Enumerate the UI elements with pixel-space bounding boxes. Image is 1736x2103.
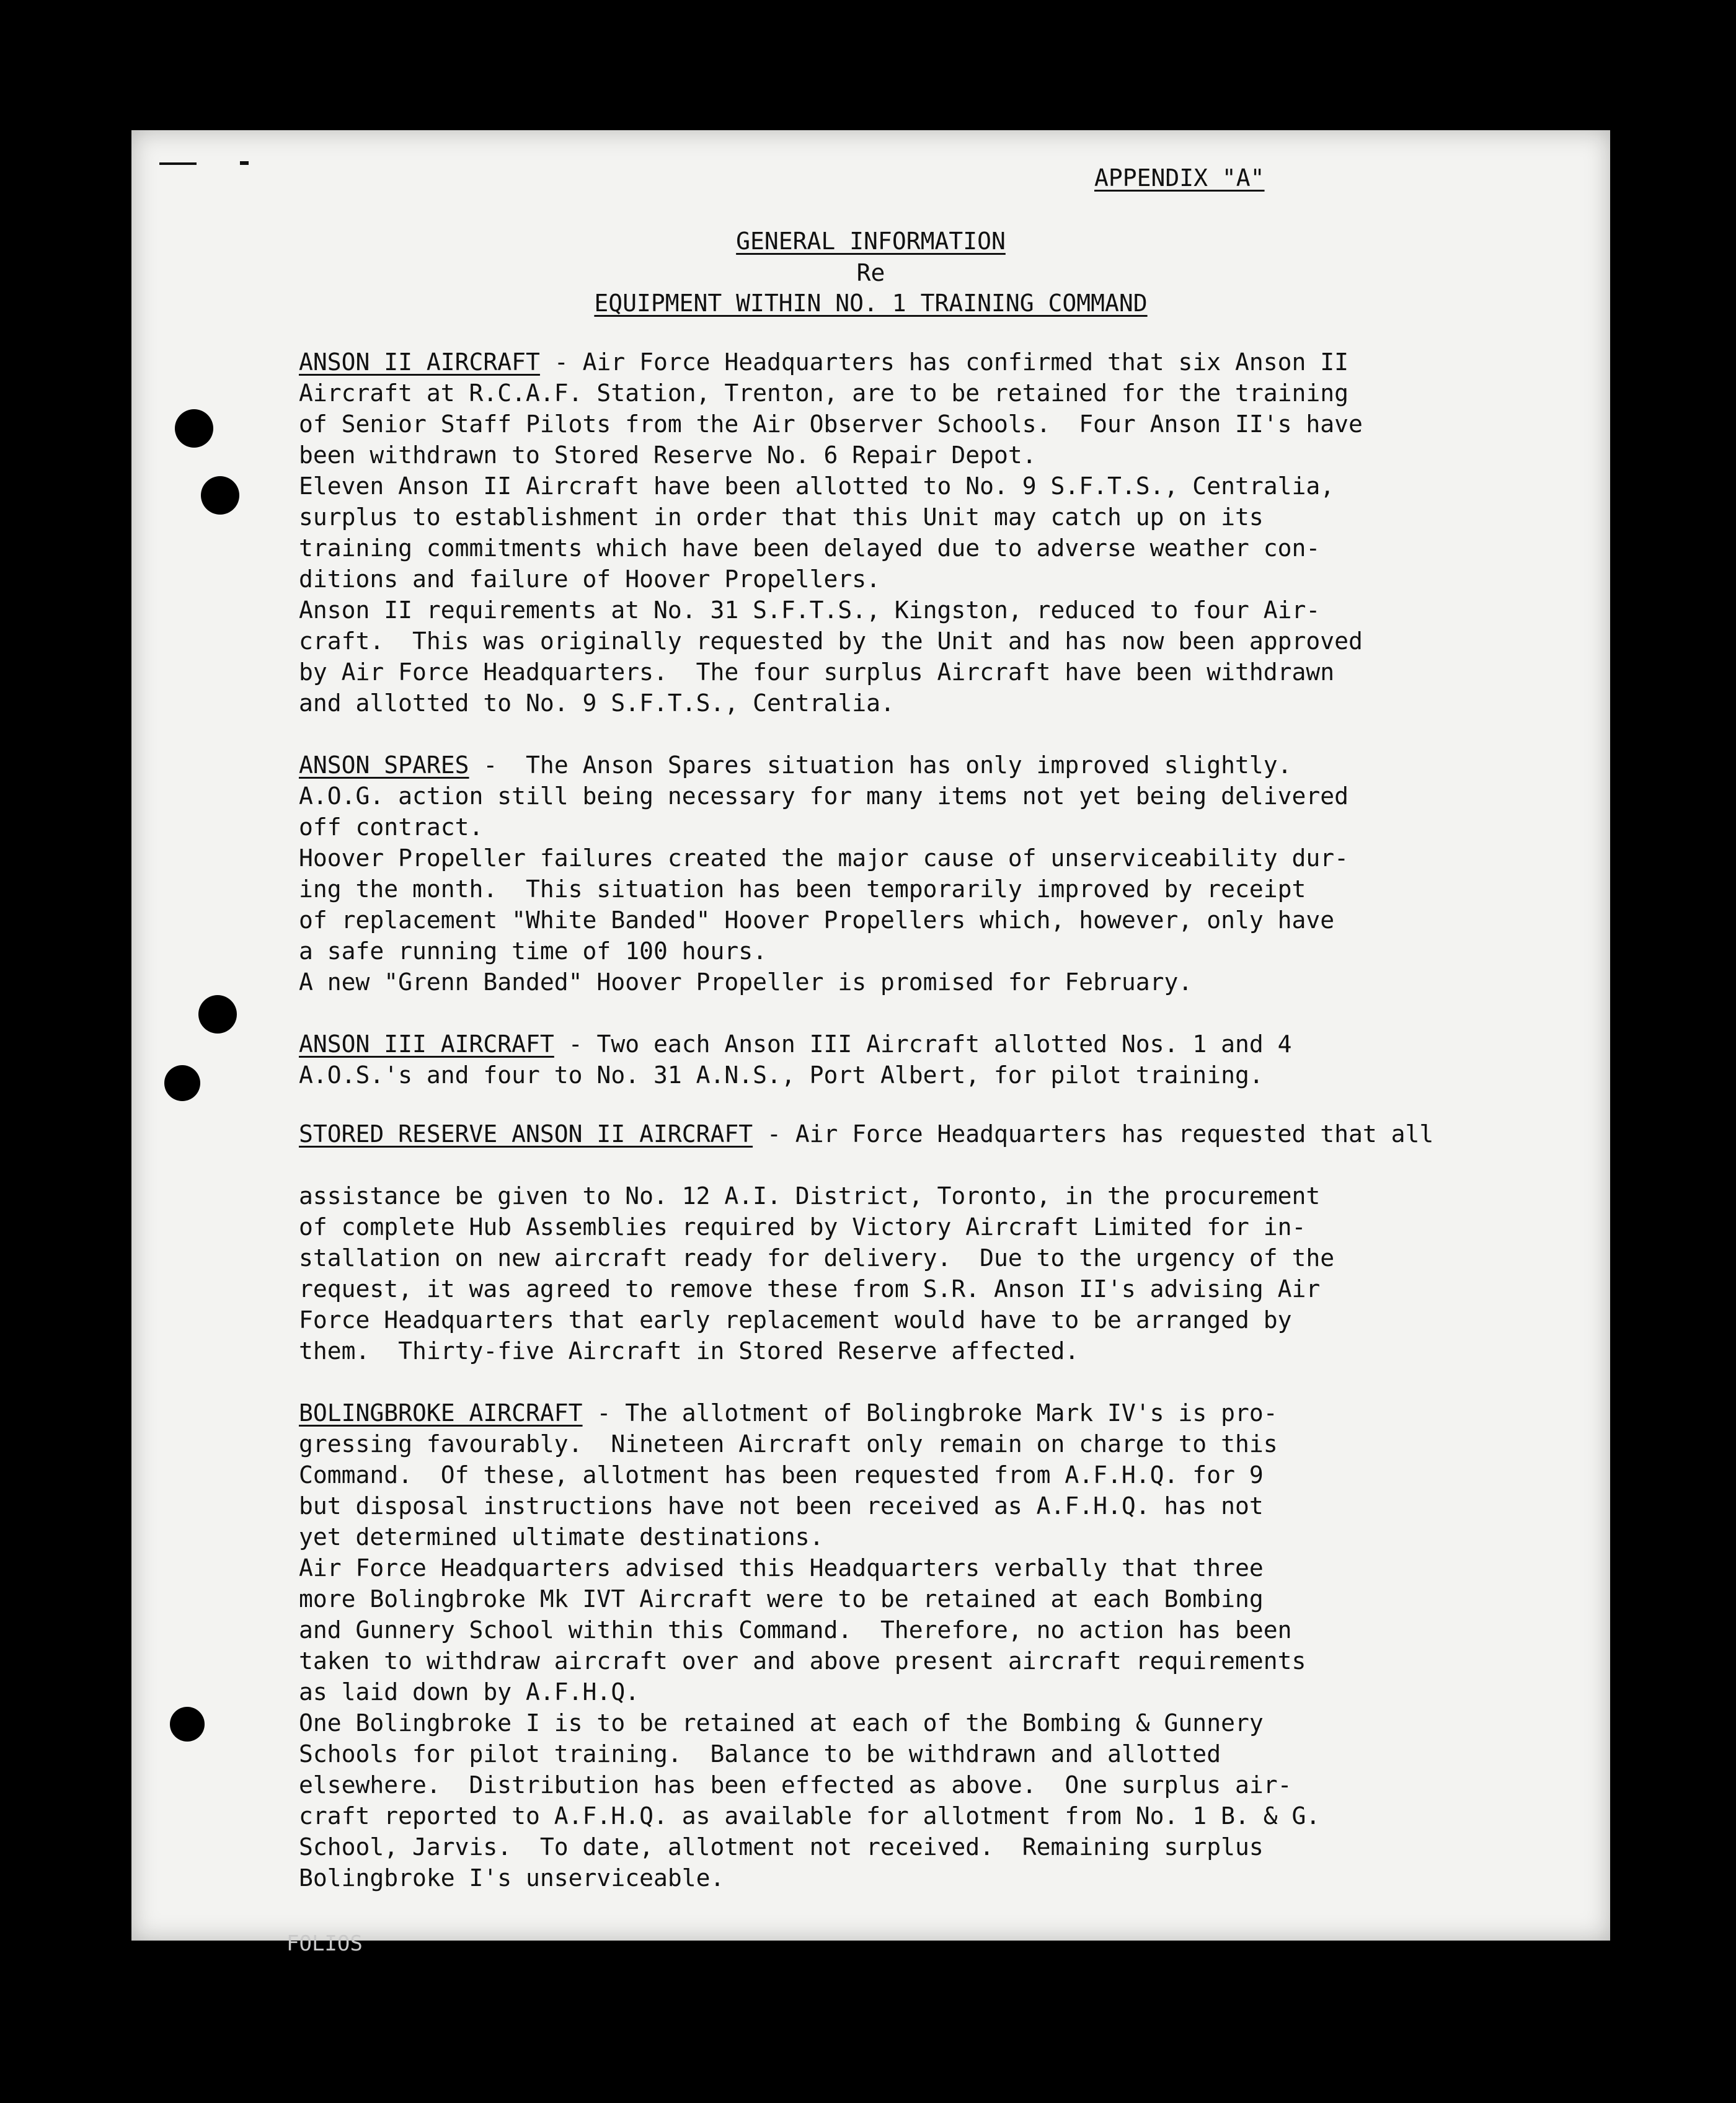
section-line: - Air Force Headquarters has requested that all [753, 1120, 1434, 1148]
section-line: yet determined ultimate destinations. [299, 1523, 824, 1551]
section-line: Eleven Anson II Aircraft have been allotted to No. 9 S.F.T.S., Centralia, [299, 472, 1335, 500]
section-line: elsewhere. Distribution has been effected as above. One surplus air- [299, 1771, 1292, 1799]
section-line: Schools for pilot training. Balance to be withdrawn and allotted [299, 1740, 1221, 1768]
section-line: training commitments which have been delayed due to adverse weather con- [299, 534, 1321, 562]
section-line: Bolingbroke I's unserviceable. [299, 1864, 725, 1892]
section-heading: ANSON III AIRCRAFT [299, 1030, 554, 1058]
appendix-label: APPENDIX "A" [1094, 164, 1265, 192]
document-page [131, 130, 1610, 1956]
section-line: been withdrawn to Stored Reserve No. 6 Repair Depot. [299, 441, 1037, 469]
section-line: stallation on new aircraft ready for delivery. Due to the urgency of the [299, 1244, 1335, 1272]
section-line: Hoover Propeller failures created the major cause of unserviceability dur- [299, 844, 1348, 872]
section-line: request, it was agreed to remove these from S.R. Anson II's advising Air [299, 1275, 1321, 1303]
section-line: School, Jarvis. To date, allotment not received. Remaining surplus [299, 1833, 1264, 1861]
section-line: A new "Grenn Banded" Hoover Propeller is promised for February. [299, 968, 1193, 996]
section-line: One Bolingbroke I is to be retained at each of the Bombing & Gunnery [299, 1709, 1264, 1737]
section-line: A.O.G. action still being necessary for many items not yet being delivered [299, 782, 1348, 810]
section-line: of replacement "White Banded" Hoover Propellers which, however, only have [299, 906, 1335, 934]
section-line: craft. This was originally requested by the Unit and has now been approved [299, 627, 1363, 655]
section-line: but disposal instructions have not been received as A.F.H.Q. has not [299, 1492, 1264, 1520]
section-line: Aircraft at R.C.A.F. Station, Trenton, are to be retained for the training [299, 379, 1348, 407]
section-line: craft reported to A.F.H.Q. as available for allotment from No. 1 B. & G. [299, 1802, 1321, 1830]
section-heading: ANSON SPARES [299, 751, 469, 779]
section-line: more Bolingbroke Mk IVT Aircraft were to be retained at each Bombing [299, 1585, 1264, 1613]
section-line: surplus to establishment in order that this Unit may catch up on its [299, 503, 1264, 531]
document-text [131, 130, 1610, 1956]
section-line: ditions and failure of Hoover Propellers. [299, 565, 880, 593]
section-line: of complete Hub Assemblies required by Victory Aircraft Limited for in- [299, 1213, 1306, 1241]
section-line: and Gunnery School within this Command. Therefore, no action has been [299, 1616, 1292, 1644]
section-line: Air Force Headquarters advised this Headquarters verbally that three [299, 1554, 1264, 1582]
section-line: - The allotment of Bolingbroke Mark IV's is pro- [582, 1399, 1278, 1427]
section-line: them. Thirty-five Aircraft in Stored Reserve affected. [299, 1337, 1079, 1365]
title-line-2: Re [856, 259, 885, 286]
section-heading: ANSON II AIRCRAFT [299, 348, 540, 376]
section-heading: BOLINGBROKE AIRCRAFT [299, 1399, 583, 1427]
section-line: - Air Force Headquarters has confirmed that six Anson II [539, 348, 1348, 376]
faint-stamp: FOLIOS [286, 1931, 363, 1956]
section-line: Force Headquarters that early replacement would have to be arranged by [299, 1306, 1292, 1334]
section-heading: STORED RESERVE ANSON II AIRCRAFT [299, 1120, 753, 1148]
section-line: - The Anson Spares situation has only improved slightly. [469, 751, 1292, 779]
title-line-3: EQUIPMENT WITHIN NO. 1 TRAINING COMMAND [594, 290, 1148, 317]
section-line: gressing favourably. Nineteen Aircraft only remain on charge to this [299, 1430, 1278, 1458]
section-line: as laid down by A.F.H.Q. [299, 1678, 640, 1706]
section-line: taken to withdraw aircraft over and above present aircraft requirements [299, 1647, 1306, 1675]
title-line-1: GENERAL INFORMATION [736, 228, 1006, 255]
section-line: a safe running time of 100 hours. [299, 937, 767, 965]
section-line: by Air Force Headquarters. The four surplus Aircraft have been withdrawn [299, 658, 1335, 686]
section-line: Command. Of these, allotment has been requested from A.F.H.Q. for 9 [299, 1461, 1264, 1489]
section-line: of Senior Staff Pilots from the Air Observer Schools. Four Anson II's have [299, 410, 1363, 438]
section-line: A.O.S.'s and four to No. 31 A.N.S., Port Albert, for pilot training. [299, 1061, 1264, 1089]
section-line: assistance be given to No. 12 A.I. District, Toronto, in the procurement [299, 1182, 1321, 1210]
section-line: - Two each Anson III Aircraft allotted Nos. 1 and 4 [554, 1030, 1292, 1058]
section-line: off contract. [299, 813, 484, 841]
section-line: and allotted to No. 9 S.F.T.S., Centralia. [299, 689, 895, 717]
section-line: ing the month. This situation has been temporarily improved by receipt [299, 875, 1306, 903]
section-line: Anson II requirements at No. 31 S.F.T.S., Kingston, reduced to four Air- [299, 596, 1321, 624]
